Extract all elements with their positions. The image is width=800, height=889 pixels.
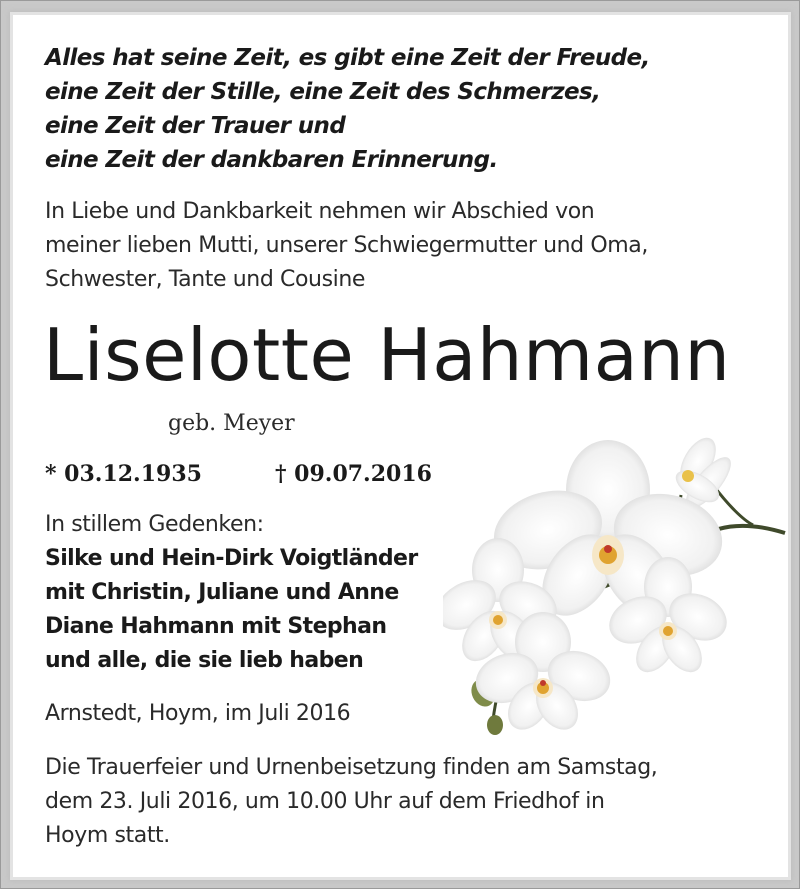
mourner-line-4: und alle, die sie lieb haben (45, 648, 364, 673)
quote-line-4: eine Zeit der dankbaren Erinnerung. (45, 147, 498, 173)
deceased-name: Liselotte Hahmann (43, 313, 731, 397)
birth-date: * 03.12.1935 (45, 461, 202, 487)
mourner-line-2: mit Christin, Juliane und Anne (45, 580, 399, 605)
place-date: Arnstedt, Hoym, im Juli 2016 (45, 701, 351, 726)
mourners-heading: In stillem Gedenken: (45, 512, 264, 537)
death-date: † 09.07.2016 (275, 461, 432, 487)
intro-line-1: In Liebe und Dankbarkeit nehmen wir Abschied von (45, 199, 595, 224)
intro-line-2: meiner lieben Mutti, unserer Schwiegermutter und Oma, (45, 233, 648, 258)
ceremony-line-1: Die Trauerfeier und Urnenbeisetzung finden am Samstag, (45, 755, 658, 780)
quote-line-3: eine Zeit der Trauer und (45, 113, 346, 139)
ceremony-line-2: dem 23. Juli 2016, um 10.00 Uhr auf dem Friedhof in (45, 789, 605, 814)
mourner-line-1: Silke und Hein-Dirk Voigtländer (45, 546, 418, 571)
intro-line-3: Schwester, Tante und Cousine (45, 267, 366, 292)
orchid-image (443, 425, 788, 735)
maiden-name: geb. Meyer (168, 411, 295, 436)
obituary-notice (13, 15, 788, 877)
quote-line-1: Alles hat seine Zeit, es gibt eine Zeit der Freude, (45, 45, 650, 71)
quote-line-2: eine Zeit der Stille, eine Zeit des Schmerzes, (45, 79, 601, 105)
mourner-line-3: Diane Hahmann mit Stephan (45, 614, 387, 639)
ceremony-line-3: Hoym statt. (45, 823, 170, 848)
